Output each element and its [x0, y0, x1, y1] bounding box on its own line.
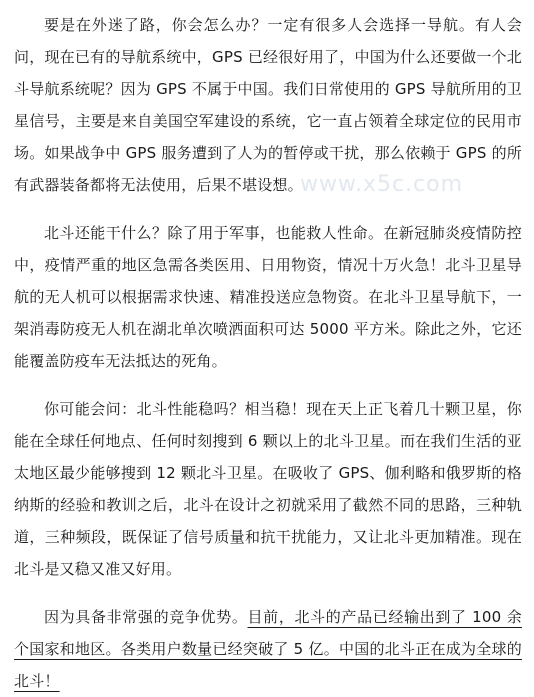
document-body — [14, 9, 522, 697]
paragraph-1: 要是在外迷了路，你会怎么办？一定有很多人会选择一导航。有人会问，现在已有的导航系统中，GPS 已经很好用了，中国为什么还要做一个北斗导航系统呢？因为 GPS 不属于中国。我们日常使用的 GPS 导航所用的卫星信号，主要是来自美国空军建设的系统，它一直占领着全球定位的民用市场。如果战争中 GPS 服务遭到了人为的暂停或干扰，那么依赖于 GPS 的所有武器装备都将无法使用，后果不堪设想。 — [14, 16, 522, 194]
watermark: www.x5c.com — [300, 172, 464, 197]
paragraph-3: 你可能会问：北斗性能稳吗？相当稳！现在天上正飞着几十颗卫星，你能在全球任何地点、任何时刻搜到 6 颗以上的北斗卫星。而在我们生活的亚太地区最少能够搜到 12 颗北斗卫星。在吸收了 GPS、伽利略和俄罗斯的格纳斯的经验和教训之后，北斗在设计之初就采用了截然不同的思路，三种轨道，三种频段，既保证了信号质量和抗干扰能力，又让北斗更加精准。现在北斗是又稳又准又好用。 — [14, 400, 522, 578]
paragraph-4-lead: 因为具备非常强的竞争优势。 — [44, 608, 248, 626]
paragraph-2: 北斗还能干什么？除了用于军事，也能救人性命。在新冠肺炎疫情防控中，疫情严重的地区急需各类医用、日用物资，情况十万火急！北斗卫星导航的无人机可以根据需求快速、精准投送应急物资。在北斗卫星导航下，一架消毒防疫无人机在湖北单次喷洒面积可达 5000 平方米。除此之外，它还能覆盖防疫车无法抵达的死角。 — [14, 224, 522, 370]
paragraph-4-underlined-text: 目前，北斗的产品已经输出到了 100 余个国家和地区。各类用户数量已经突破了 5 亿。中国的北斗正在成为全球的北斗！ — [14, 608, 522, 690]
